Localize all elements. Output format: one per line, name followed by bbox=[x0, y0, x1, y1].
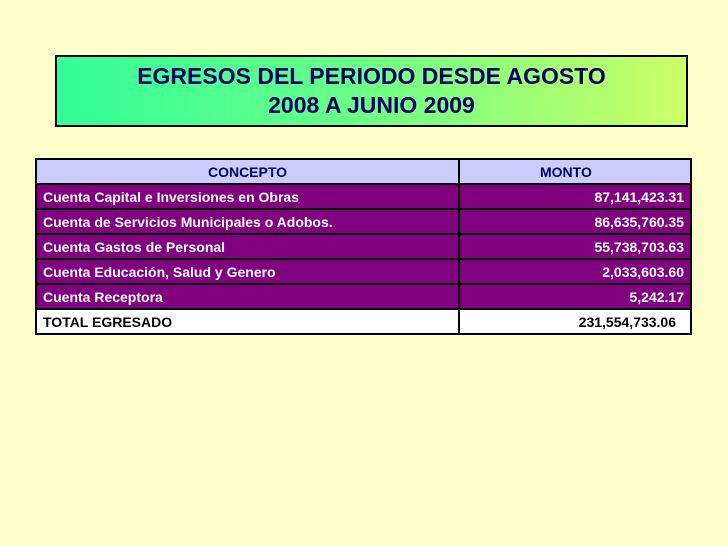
row-concepto: Cuenta Educación, Salud y Genero bbox=[36, 259, 459, 284]
total-monto: 231,554,733.06 bbox=[459, 309, 691, 334]
row-concepto: Cuenta de Servicios Municipales o Adobos. bbox=[36, 209, 459, 234]
row-monto: 55,738,703.63 bbox=[459, 234, 691, 259]
table-row bbox=[36, 284, 691, 309]
egresos-table bbox=[35, 158, 692, 335]
row-monto: 2,033,603.60 bbox=[459, 259, 691, 284]
title-line-1: EGRESOS DEL PERIODO DESDE AGOSTO bbox=[137, 63, 606, 89]
table-row bbox=[36, 184, 691, 209]
row-monto: 5,242.17 bbox=[459, 284, 691, 309]
header-concepto: CONCEPTO bbox=[36, 159, 459, 184]
total-row bbox=[36, 309, 691, 334]
table-row bbox=[36, 234, 691, 259]
slide-title-box bbox=[55, 55, 688, 127]
table-row bbox=[36, 259, 691, 284]
table-header-row bbox=[36, 159, 691, 184]
row-concepto: Cuenta Capital e Inversiones en Obras bbox=[36, 184, 459, 209]
row-monto: 87,141,423.31 bbox=[459, 184, 691, 209]
row-concepto: Cuenta Gastos de Personal bbox=[36, 234, 459, 259]
row-concepto: Cuenta Receptora bbox=[36, 284, 459, 309]
table-row bbox=[36, 209, 691, 234]
row-monto: 86,635,760.35 bbox=[459, 209, 691, 234]
header-monto: MONTO bbox=[459, 159, 691, 184]
title-line-2: 2008 A JUNIO 2009 bbox=[268, 92, 475, 118]
total-label: TOTAL EGRESADO bbox=[36, 309, 459, 334]
